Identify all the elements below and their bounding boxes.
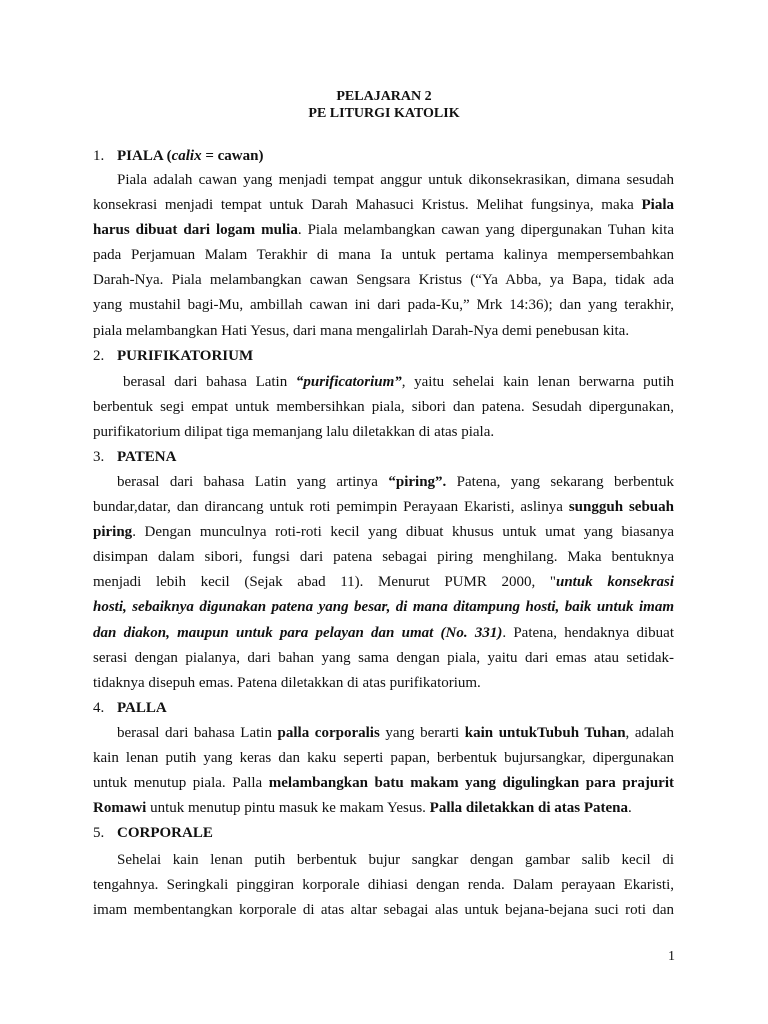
paragraph-line [93, 218, 674, 243]
text-run: Piala adalah cawan yang menjadi tempat anggur untuk dikonsekrasikan, dimana sesudah [117, 172, 674, 188]
text-run: tidaknya disepuh emas. Patena diletakkan di atas purifikatorium. [93, 674, 481, 691]
section-title: CORPORALE [117, 825, 213, 841]
section-number: 4. [93, 700, 105, 716]
section-title: PALLA [117, 700, 167, 716]
text-run: Sehelai kain lenan putih berbentuk bujur sangkar dengan gambar salib kecil di [117, 852, 674, 868]
section-heading-patena [93, 447, 176, 467]
text-run: Darah-Nya. Piala melambangkan cawan Sengsara Kristus (“Ya Abba, ya Bapa, tidak ada [93, 272, 674, 289]
paragraph-line [93, 898, 674, 923]
text-run: tengahnya. Seringkali pinggiran korporale dihiasi dengan renda. Dalam perayaan Ekaristi, [93, 877, 674, 894]
paragraph-line [93, 721, 674, 746]
text-run: serasi dengan pialanya, dari bahan yang sama dengan piala, yaitu dari emas atau setidak- [93, 649, 674, 666]
section-body [93, 848, 674, 923]
text-run: yang berarti [379, 725, 465, 741]
section-title: PATENA [117, 449, 177, 465]
paragraph-line [93, 395, 674, 420]
text-run: . Patena, hendaknya dibuat [502, 624, 674, 641]
emphasized-text: Palla diletakkan di atas Patena [429, 800, 629, 817]
text-run: imam membentangkan korporale di atas altar sebagai alas untuk bejana-bejana suci roti dan [93, 902, 674, 919]
section-number: 5. [93, 825, 105, 841]
paragraph-line [93, 771, 674, 796]
text-run: untuk menutup pintu masuk ke makam Yesus. [146, 800, 430, 817]
paragraph-line [93, 545, 674, 570]
emphasized-text: palla corporalis [277, 725, 380, 741]
emphasized-text: melambangkan batu makam yang digulingkan para prajurit [268, 775, 674, 792]
paragraph-line [93, 621, 674, 646]
section-heading-corporale [93, 823, 213, 843]
text-run: untuk menutup piala. Palla [93, 775, 269, 792]
text-run: menjadi lebih kecil (Sejak abad 11). Menurut PUMR 2000, " [93, 574, 556, 591]
paragraph-line [93, 193, 674, 218]
paragraph-line [93, 671, 674, 696]
text-run: pada Perjamuan Malam Terakhir di mana Ia untuk pertama kalinya mempersembahkan [93, 247, 674, 264]
text-run: yang mustahil bagi-Mu, ambillah cawan ini dari pada-Ku,” Mrk 14:36); dan yang terakhir, [93, 297, 674, 314]
section-body [93, 721, 674, 821]
paragraph-line [93, 520, 674, 545]
text-run: berbentuk segi empat untuk membersihkan piala, sibori dan patena. Sesudah dipergunakan, [93, 399, 674, 416]
emphasized-text: “purificatorium” [295, 374, 402, 390]
paragraph-line [93, 293, 674, 318]
paragraph-line [93, 495, 674, 520]
paragraph-line [93, 570, 674, 595]
emphasized-text: untuk konsekrasi [556, 574, 675, 591]
text-run: Patena, yang sekarang berbentuk [446, 474, 674, 490]
paragraph-line [93, 873, 674, 898]
page-number: 1 [668, 949, 675, 964]
paragraph-line [93, 646, 674, 671]
text-run: berasal dari bahasa Latin yang artinya [117, 474, 389, 490]
emphasized-text: dan diakon, maupun untuk para pelayan dan umat (No. 331) [93, 624, 503, 641]
text-run: berasal dari bahasa Latin [123, 374, 296, 390]
section-title: PIALA (calix = cawan) [117, 148, 264, 164]
paragraph-line [93, 746, 674, 771]
paragraph-line [93, 848, 674, 873]
text-run: , adalah [625, 725, 674, 741]
text-run: . [628, 800, 632, 817]
paragraph-line [93, 796, 674, 821]
section-title: PURIFIKATORIUM [117, 348, 254, 364]
paragraph-line [93, 420, 674, 445]
section-heading-piala [93, 146, 263, 166]
emphasized-text: “piring”. [388, 474, 447, 490]
paragraph-line [93, 168, 674, 193]
lesson-title: PELAJARAN 2 [336, 89, 432, 104]
section-heading-purifikatorium [93, 346, 253, 366]
text-run: bundar,datar, dan dirancang untuk roti pemimpin Perayaan Ekaristi, aslinya [93, 499, 569, 516]
text-run: berasal dari bahasa Latin [117, 725, 278, 741]
emphasized-text: kain untukTubuh Tuhan [464, 725, 626, 741]
text-run: purifikatorium dilipat tiga memanjang lalu diletakkan di atas piala. [93, 424, 495, 441]
text-run: kain lenan putih yang keras dan kaku seperti papan, berbentuk bujursangkar, dipergunakan [93, 750, 674, 767]
text-run: . Piala melambangkan cawan yang dipergunakan Tuhan kita [297, 222, 675, 239]
emphasized-text: Romawi [93, 800, 147, 817]
emphasized-text: hosti, sebaiknya digunakan patena yang besar, di mana ditampung hosti, baik untuk imam [93, 599, 674, 616]
section-body [93, 168, 674, 344]
text-run: . Dengan munculnya roti-roti kecil yang dibuat khusus untuk umat yang biasanya [132, 524, 674, 541]
section-number: 3. [93, 449, 105, 465]
text-run: , yaitu sehelai kain lenan berwarna putih [401, 374, 675, 390]
lesson-subtitle: PE LITURGI KATOLIK [308, 106, 460, 121]
section-number: 2. [93, 348, 105, 364]
emphasized-text: sungguh sebuah [568, 499, 674, 516]
paragraph-line [93, 470, 674, 495]
paragraph-line [93, 319, 674, 344]
text-run: piala melambangkan Hati Yesus, dari mana mengalirlah Darah-Nya demi penebusan kita. [93, 322, 630, 339]
paragraph-line [93, 370, 674, 395]
emphasized-text: harus dibuat dari logam mulia [93, 222, 298, 239]
paragraph-line [93, 243, 674, 268]
emphasized-text: Piala [641, 197, 674, 214]
section-body [93, 370, 674, 445]
section-body [93, 470, 674, 696]
section-number: 1. [93, 148, 105, 164]
section-heading-palla [93, 698, 167, 718]
paragraph-line [93, 595, 674, 620]
paragraph-line [93, 268, 674, 293]
emphasized-text: piring [93, 524, 133, 541]
text-run: konsekrasi menjadi tempat untuk Darah Mahasuci Kristus. Melihat fungsinya, maka [93, 197, 642, 214]
text-run: disimpan dalam sibori, fungsi dari patena sebagai piring menghilang. Maka bentuknya [93, 549, 674, 566]
